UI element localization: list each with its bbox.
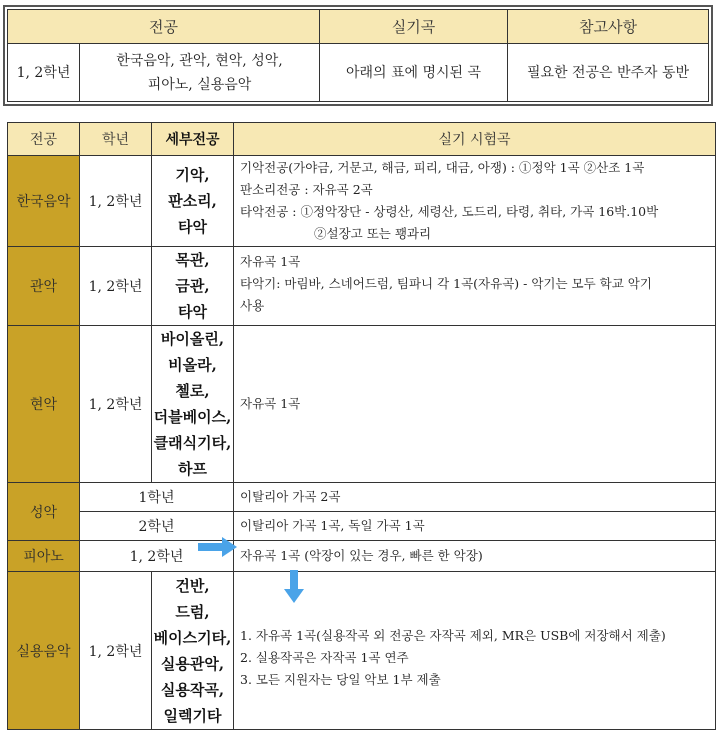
summary-majors-line: 한국음악, 관악, 현악, 성악, (116, 52, 283, 69)
sub-major: 기악, (175, 166, 210, 184)
sub-major: 건반, (175, 576, 210, 595)
header-grade: 학년 (80, 123, 152, 156)
major-cell: 피아노 (8, 541, 80, 572)
exam-line: 1. 자유곡 1곡(실용작곡 외 전공은 자작곡 제외, MR은 USB에 저장해서 제출) (240, 628, 666, 643)
table-row (8, 247, 716, 326)
table-row (8, 156, 716, 247)
sub-major-cell (152, 572, 234, 730)
header-exam-piece: 실기 시험곡 (234, 123, 716, 156)
summary-piece: 아래의 표에 명시된 곡 (320, 44, 508, 102)
table-row (8, 512, 716, 541)
header-major: 전공 (8, 123, 80, 156)
summary-majors-line: 피아노, 실용음악 (147, 76, 252, 93)
table-row (8, 483, 716, 512)
sub-major-cell (152, 156, 234, 247)
exam-pieces-table (7, 122, 716, 730)
header-sub-major: 세부전공 (152, 123, 234, 156)
grade-cell: 2학년 (80, 512, 234, 541)
exam-line: 자유곡 1곡 (240, 254, 301, 269)
grade-cell: 1, 2학년 (80, 156, 152, 247)
exam-line: 타악전공 : ①정악장단 - 상령산, 세령산, 도드리, 타령, 취타, 가곡 16박.10박 (240, 204, 659, 219)
sub-major: 첼로, (175, 382, 210, 400)
exam-line: 2. 실용작곡은 자작곡 1곡 연주 (240, 650, 409, 665)
sub-major: 일렉기타 (163, 706, 222, 725)
sub-major: 실용관악, (160, 654, 225, 673)
summary-header-major: 전공 (8, 10, 320, 44)
grade-cell: 1, 2학년 (80, 326, 152, 483)
major-cell: 실용음악 (8, 572, 80, 730)
sub-major: 금관, (175, 277, 210, 295)
exam-piece-cell: 이탈리아 가곡 2곡 (234, 483, 716, 512)
grade-cell: 1학년 (80, 483, 234, 512)
summary-note: 필요한 전공은 반주자 동반 (508, 44, 709, 102)
exam-line: 3. 모든 지원자는 당일 악보 1부 제출 (240, 672, 441, 687)
summary-majors (80, 44, 320, 102)
sub-major: 목관, (175, 251, 210, 269)
sub-major: 타악 (178, 218, 207, 236)
exam-piece-cell (234, 247, 716, 326)
grade-cell: 1, 2학년 (80, 572, 152, 730)
exam-piece-cell: 이탈리아 가곡 1곡, 독일 가곡 1곡 (234, 512, 716, 541)
exam-piece-cell (234, 326, 716, 483)
sub-major: 드럼, (175, 602, 210, 621)
sub-major: 클래식기타, (153, 434, 232, 452)
sub-major: 하프 (178, 460, 207, 478)
exam-line: 판소리전공 : 자유곡 2곡 (240, 182, 373, 197)
exam-line: ②설장고 또는 꽹과리 (314, 226, 432, 241)
table-row (8, 541, 716, 572)
exam-piece-cell (234, 156, 716, 247)
sub-major: 바이올린, (160, 330, 225, 348)
table-row (8, 572, 716, 730)
sub-major: 실용작곡, (160, 680, 225, 699)
exam-line: 타악기: 마림바, 스네어드럼, 팀파니 각 1곡(자유곡) - 악기는 모두 학교 악기 (240, 276, 652, 291)
exam-piece-cell (234, 572, 716, 730)
exam-piece-cell: 자유곡 1곡 (악장이 있는 경우, 빠른 한 악장) (234, 541, 716, 572)
table-row (8, 326, 716, 483)
sub-major: 타악 (178, 303, 207, 321)
exam-line: 자유곡 1곡 (240, 396, 301, 411)
sub-major: 베이스기타, (153, 628, 232, 647)
arrow-down-icon (283, 570, 305, 604)
summary-table (7, 9, 709, 102)
major-cell: 관악 (8, 247, 80, 326)
sub-major-cell (152, 247, 234, 326)
arrow-right-icon (198, 536, 238, 558)
exam-line: 사용 (240, 298, 265, 313)
major-cell: 현악 (8, 326, 80, 483)
sub-major: 판소리, (168, 192, 217, 210)
exam-line: 기악전공(가야금, 거문고, 해금, 피리, 대금, 아쟁) : ①정악 1곡 ②산조 1곡 (240, 160, 645, 175)
summary-header-note: 참고사항 (508, 10, 709, 44)
grade-cell: 1, 2학년 (80, 541, 234, 572)
major-cell: 한국음악 (8, 156, 80, 247)
grade-cell: 1, 2학년 (80, 247, 152, 326)
major-cell: 성악 (8, 483, 80, 541)
summary-header-piece: 실기곡 (320, 10, 508, 44)
summary-grade: 1, 2학년 (8, 44, 80, 102)
sub-major: 비올라, (168, 356, 217, 374)
sub-major-cell (152, 326, 234, 483)
sub-major: 더블베이스, (153, 408, 232, 426)
